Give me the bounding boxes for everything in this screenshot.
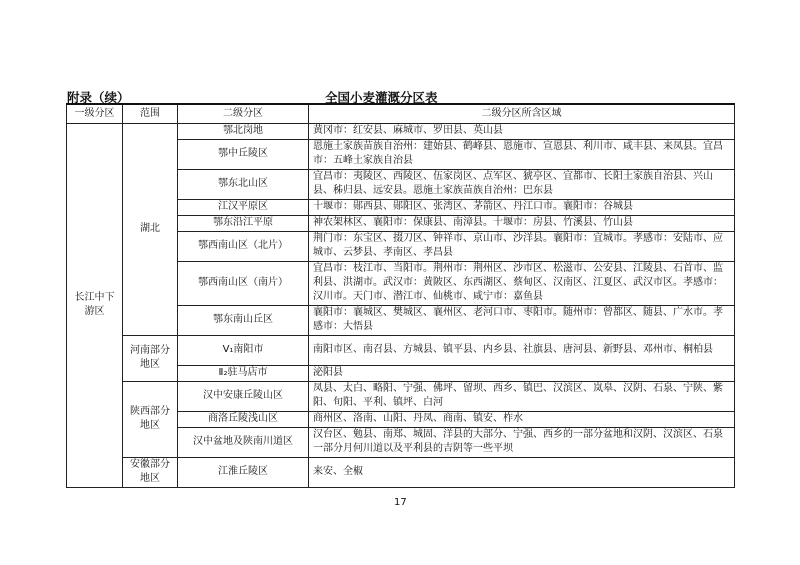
area-cell: 汉台区、勉县、南郑、城固、洋县的大部分、宁强、西乡的一部分盆地和汉阴、汉滨区、石泉一部分月何川道以及平利县的吉阴等一些平坝 — [309, 427, 735, 457]
area-cell: 恩施土家族苗族自治州：建始县、鹤峰县、恩施市、宣恩县、利川市、咸丰县、来凤县。宜昌市：五峰土家族自治县 — [309, 139, 735, 169]
scope-cell: 陕西部分地区 — [123, 381, 178, 457]
level1-zone-cell: 长江中下游区 — [67, 123, 123, 487]
area-cell: 泌阳县 — [309, 365, 735, 381]
sub-zone-cell: V₁南阳市 — [178, 335, 309, 365]
scope-cell: 湖北 — [123, 123, 178, 335]
page-number: 17 — [394, 497, 407, 508]
area-cell: 来安、全椒 — [309, 457, 735, 487]
sub-zone-cell: 鄂东北山区 — [178, 169, 309, 199]
appendix-label: 附录（续） — [67, 90, 130, 105]
column-header: 一级分区 — [67, 104, 123, 123]
sub-zone-cell: 汉中盆地及陕南川道区 — [178, 427, 309, 457]
sub-zone-cell: 鄂东南山丘区 — [178, 305, 309, 335]
sub-zone-cell: 江汉平原区 — [178, 199, 309, 215]
table-title: 全国小麦灌溉分区表 — [325, 90, 438, 105]
sub-zone-cell: 鄂中丘陵区 — [178, 139, 309, 169]
area-cell: 宜昌市：夷陵区、西陵区、伍家岗区、点军区、猇亭区、宜都市、长阳土家族自治县、兴山县、秭归县、远安县。恩施土家族苗族自治州：巴东县 — [309, 169, 735, 199]
sub-zone-cell: 鄂东沿江平原 — [178, 215, 309, 231]
area-cell: 宜昌市：枝江市、当阳市。荆州市：荆州区、沙市区、松滋市、公安县、江陵县、石首市、监利县、洪湖市。武汉市：黄陂区、东西湖区、蔡甸区、汉南区、江夏区、武汉市区。孝感市：汉川市。天门市、潜江市、仙桃市、咸宁市：嘉鱼县 — [309, 261, 735, 305]
table-row — [67, 457, 735, 487]
area-cell: 神农架林区、襄阳市：保康县、南漳县。十堰市：房县、竹溪县、竹山县 — [309, 215, 735, 231]
column-header: 二级分区 — [178, 104, 309, 123]
area-cell: 荆门市：东宝区、掇刀区、钟祥市、京山市、沙洋县。襄阳市：宜城市。孝感市：安陆市、应城市、云梦县、孝南区、孝昌县 — [309, 231, 735, 261]
area-cell: 南阳市区、南召县、方城县、镇平县、内乡县、社旗县、唐河县、新野县、邓州市、桐柏县 — [309, 335, 735, 365]
table-header-row — [67, 104, 735, 123]
scope-cell: 河南部分地区 — [123, 335, 178, 381]
sub-zone-cell: 鄂西南山区（南片） — [178, 261, 309, 305]
sub-zone-cell: 商洛丘陵浅山区 — [178, 411, 309, 427]
column-header: 二级分区所含区域 — [309, 104, 735, 123]
area-cell: 黄冈市：红安县、麻城市、罗田县、英山县 — [309, 123, 735, 139]
sub-zone-cell: Ⅱ₂驻马店市 — [178, 365, 309, 381]
table-row — [67, 335, 735, 365]
area-cell: 商州区、洛南、山阳、丹凤、商南、镇安、柞水 — [309, 411, 735, 427]
irrigation-zone-table — [66, 103, 735, 488]
table-row — [67, 123, 735, 139]
area-cell: 十堰市：郧西县、郧阳区、张湾区、茅箭区、丹江口市。襄阳市：谷城县 — [309, 199, 735, 215]
area-cell: 凤县、太白、略阳、宁强、佛坪、留坝、西乡、镇巴、汉滨区、岚皋、汉阴、石泉、宁陕、紫阳、旬阳、平利、镇坪、白河 — [309, 381, 735, 411]
sub-zone-cell: 汉中安康丘陵山区 — [178, 381, 309, 411]
area-cell: 襄阳市：襄城区、樊城区、襄州区、老河口市、枣阳市。随州市：曾都区、随县、广水市。孝感市：大悟县 — [309, 305, 735, 335]
column-header: 范围 — [123, 104, 178, 123]
sub-zone-cell: 鄂北岗地 — [178, 123, 309, 139]
table-row — [67, 381, 735, 411]
sub-zone-cell: 鄂西南山区（北片） — [178, 231, 309, 261]
scope-cell: 安徽部分地区 — [123, 457, 178, 487]
sub-zone-cell: 江淮丘陵区 — [178, 457, 309, 487]
